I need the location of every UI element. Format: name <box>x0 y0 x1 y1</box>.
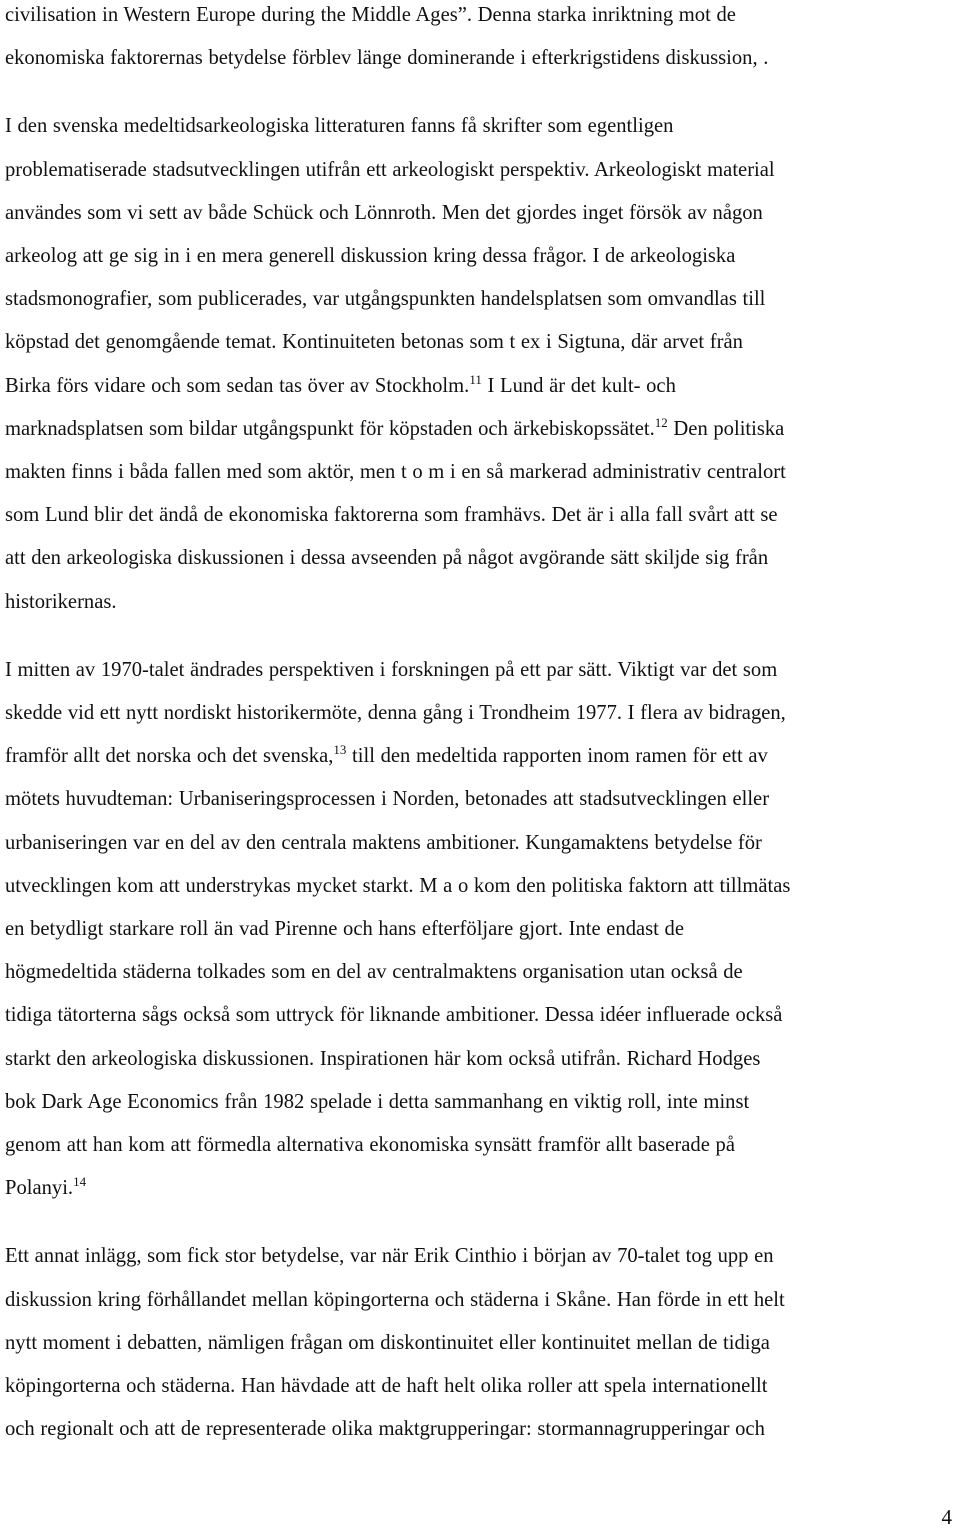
text-line: köpingorterna och städerna. Han hävdade att de haft helt olika roller att spela internationellt <box>5 1375 768 1398</box>
text-line: stadsmonografier, som publicerades, var utgångspunkten handelsplatsen som omvandlas till <box>5 288 766 311</box>
text-line: Birka förs vidare och som sedan tas över av Stockholm. <box>5 374 470 397</box>
text-line: nytt moment i debatten, nämligen frågan om diskontinuitet eller kontinuitet mellan de tidiga <box>5 1331 770 1354</box>
page-number: 4 <box>941 1505 952 1529</box>
footnote-marker: 11 <box>469 371 482 387</box>
text-line: och regionalt och att de representerade olika maktgrupperingar: stormannagrupperingar och <box>5 1418 765 1441</box>
text-line: arkeolog att ge sig in i en mera generell diskussion kring dessa frågor. I de arkeologiska <box>5 245 736 268</box>
text-line: användes som vi sett av både Schück och Lönnroth. Men det gjordes inget försök av någon <box>5 201 763 224</box>
footnote-marker: 12 <box>654 414 668 430</box>
text-line: Polanyi. <box>5 1177 74 1200</box>
text-line: bok Dark Age Economics från 1982 spelade i detta sammanhang en viktig roll, inte minst <box>5 1090 750 1113</box>
footnote-marker: 14 <box>73 1174 87 1190</box>
text-line: högmedeltida städerna tolkades som en del av centralmaktens organisation utan också de <box>5 961 743 984</box>
text-line: diskussion kring förhållandet mellan köpingorterna och städerna i Skåne. Han förde in ett helt <box>5 1288 785 1311</box>
text-line: framför allt det norska och det svenska, <box>5 745 334 768</box>
text-line: I den svenska medeltidsarkeologiska litteraturen fanns få skrifter som egentligen <box>5 115 674 138</box>
footnote-marker: 13 <box>333 742 347 758</box>
paragraph-continuation <box>5 0 955 80</box>
text-line: köpstad det genomgående temat. Kontinuiteten betonas som t ex i Sigtuna, där arvet från <box>5 331 743 354</box>
text-line: marknadsplatsen som bildar utgångspunkt för köpstaden och ärkebiskopssätet. <box>5 417 655 440</box>
paragraph-gap <box>5 80 955 105</box>
paragraph-cinthio <box>5 1235 955 1451</box>
text-line: makten finns i båda fallen med som aktör, men t o m i en så markerad administrativ centralort <box>5 461 786 484</box>
text-line: ekonomiska faktorernas betydelse förblev länge dominerande i efterkrigstidens diskussion, . <box>5 47 769 70</box>
text-line: en betydligt starkare roll än vad Pirenne och hans efterföljare gjort. Inte endast de <box>5 918 684 941</box>
text-line: till den medeltida rapporten inom ramen för ett av <box>346 745 768 768</box>
paragraph-1970s-perspectives <box>5 649 955 1211</box>
text-line: I mitten av 1970-talet ändrades perspektiven i forskningen på ett par sätt. Viktigt var det som <box>5 658 778 681</box>
text-line: historikernas. <box>5 590 117 613</box>
paragraph-medieval-archaeology <box>5 105 955 623</box>
text-line: I Lund är det kult- och <box>481 374 676 397</box>
text-line: att den arkeologiska diskussionen i dessa avseenden på något avgörande sätt skiljde sig från <box>5 547 769 570</box>
text-line: utvecklingen kom att understrykas mycket starkt. M a o kom den politiska faktorn att tillmätas <box>5 874 791 897</box>
text-line: problematiserade stadsutvecklingen utifrån ett arkeologiskt perspektiv. Arkeologiskt material <box>5 158 775 181</box>
text-line: skedde vid ett nytt nordiskt historikermöte, denna gång i Trondheim 1977. I flera av bidragen, <box>5 702 786 725</box>
text-line: tidiga tätorterna sågs också som uttryck för liknande ambitioner. Dessa idéer influerade också <box>5 1004 783 1027</box>
text-line: genom att han kom att förmedla alternativa ekonomiska synsätt framför allt baserade på <box>5 1134 735 1157</box>
text-line: starkt den arkeologiska diskussionen. Inspirationen här kom också utifrån. Richard Hodges <box>5 1047 761 1070</box>
text-line: urbaniseringen var en del av den centrala maktens ambitioner. Kungamaktens betydelse för <box>5 831 762 854</box>
text-line: Ett annat inlägg, som fick stor betydelse, var när Erik Cinthio i början av 70-talet tog upp en <box>5 1245 774 1268</box>
paragraph-gap <box>5 624 955 649</box>
text-line: civilisation in Western Europe during the Middle Ages”. Denna starka inriktning mot de <box>5 4 736 26</box>
text-line: som Lund blir det ändå de ekonomiska faktorerna som framhävs. Det är i alla fall svårt att se <box>5 504 778 527</box>
text-line: mötets huvudteman: Urbaniseringsprocessen i Norden, betonades att stadsutvecklingen eller <box>5 788 770 811</box>
paragraph-gap <box>5 1210 955 1235</box>
document-page <box>5 0 955 1452</box>
text-line: Den politiska <box>667 417 785 440</box>
